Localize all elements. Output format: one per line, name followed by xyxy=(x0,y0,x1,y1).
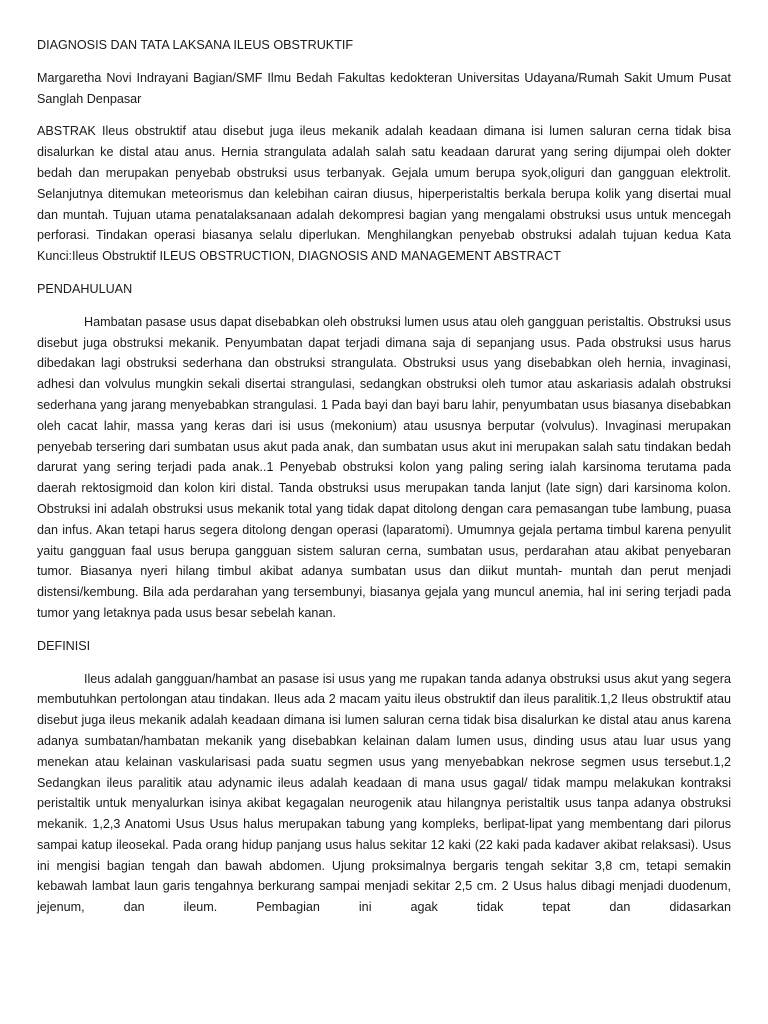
section-paragraph-definisi: Ileus adalah gangguan/hambat an pasase isi usus yang me rupakan tanda adanya obstruksi usus akut yang segera membutuhkan pertolongan atau tindakan. Ileus ada 2 macam yaitu ileus obstruktif dan ileus paralitik.1,2 Ileus obstruktif atau disebut juga ileus mekanik adalah keadaan dimana isi lumen saluran cerna tidak bisa disalurkan ke distal atau anus karena adanya sumbatan/hambatan mekanik yang disebabkan kelainan dalam lumen usus, dinding usus atau luar usus yang menekan atau kelainan vaskularisasi pada suatu segmen usus yang menyebabkan nekrose segmen usus tersebut.1,2 Sedangkan ileus paralitik atau adynamic ileus adalah keadaan di mana usus gagal/ tidak mampu melakukan kontraksi peristaltik untuk menyalurkan isinya akibat kegagalan neurogenik atau hilangnya peristaltik usus tanpa adanya obstruksi mekanik. 1,2,3 Anatomi Usus Usus halus merupakan tabung yang kompleks, berlipat-lipat yang membentang dari pilorus sampai katup ileosekal. Pada orang hidup panjang usus halus sekitar 12 kaki (22 kaki pada kadaver akibat relaksasi). Usus ini mengisi bagian tengah dan bawah abdomen. Ujung proksimalnya bergaris tengah sekitar 3,8 cm, tetapi semakin kebawah lambat laun garis tengahnya berkurang sampai menjadi sekitar 2,5 cm. 2 Usus halus dibagi menjadi duodenum, jejenum, dan ileum. Pembagian ini agak tidak tepat dan didasarkan xyxy=(37,671,731,915)
abstract-paragraph: ABSTRAK Ileus obstruktif atau disebut juga ileus mekanik adalah keadaan dimana isi lumen saluran cerna tidak bisa disalurkan ke distal atau anus. Hernia strangulata adalah salah satu keadaan darurat yang sering dijumpai oleh dokter bedah dan merupakan penyebab obstruksi usus terbanyak. Gejala umum berupa syok,oliguri dan gangguan elektrolit. Selanjutnya ditemukan meteorismus dan kelebihan cairan diusus, hiperperistaltis berkala berupa kolik yang disertai mual dan muntah. Tujuan utama penatalaksanaan adalah dekompresi bagian yang mengalami obstruksi usus untuk mencegah perforasi. Tindakan operasi biasanya selalu diperlukan. Menghilangkan penyebab obstruksi adalah tujuan kedua Kata Kunci:Ileus Obstruktif ILEUS OBSTRUCTION, DIAGNOSIS AND MANAGEMENT ABSTRACT xyxy=(37,124,731,264)
author-affiliation: Margaretha Novi Indrayani Bagian/SMF Ilmu Bedah Fakultas kedokteran Universitas Udayana/Rumah Sakit Umum Pusat Sanglah Denpasar xyxy=(37,70,731,106)
section-paragraph-pendahuluan: Hambatan pasase usus dapat disebabkan oleh obstruksi lumen usus atau oleh gangguan peristaltis. Obstruksi usus disebut juga obstruksi mekanik. Penyumbatan dapat terjadi dimana saja di sepanjang usus. Pada obstruksi usus harus dibedakan lagi obstruksi sederhana dan obstruksi strangulata. Obstruksi usus yang disebabkan oleh hernia, invaginasi, adhesi dan volvulus mungkin sekali disertai strangulasi, sedangkan obstruksi oleh tumor atau askariasis adalah obstruksi sederhana yang jarang menyebabkan strangulasi. 1 Pada bayi dan bayi baru lahir, penyumbatan usus biasanya disebabkan oleh cacat lahir, massa yang keras dari isi usus (mekonium) atau ususnya berputar (volvulus). Invaginasi merupakan penyebab tersering dari sumbatan usus akut pada anak, dan sumbatan usus akut ini merupakan salah satu tindakan bedah darurat yang sering terjadi pada anak..1 Penyebab obstruksi kolon yang paling sering ialah karsinoma terutama pada daerah rektosigmoid dan kolon kiri distal. Tanda obstruksi usus merupakan tanda lanjut (late sign) dari karsinoma kolon. Obstruksi ini adalah obstruksi usus mekanik total yang tidak dapat ditolong dengan cara pemasangan tube lambung, puasa dan infus. Akan tetapi harus segera ditolong dengan operasi (laparatomi). Umumnya gejala pertama timbul karena penyulit yaitu gangguan faal usus berupa gangguan sistem saluran cerna, sumbatan usus, perdarahan atau akibat penyebaran tumor. Biasanya nyeri hilang timbul akibat adanya sumbatan usus dan diikut muntah- muntah dan perut menjadi distensi/kembung. Bila ada perdarahan yang tersembunyi, biasanya gejala yang muncul anemia, hal ini sering terjadi pada tumor yang letaknya pada usus besar sebelah kanan. xyxy=(37,314,731,620)
section-heading-definisi: DEFINISI xyxy=(37,638,91,653)
document-title: DIAGNOSIS DAN TATA LAKSANA ILEUS OBSTRUKTIF xyxy=(37,38,354,52)
section-heading-pendahuluan: PENDAHULUAN xyxy=(37,281,133,296)
